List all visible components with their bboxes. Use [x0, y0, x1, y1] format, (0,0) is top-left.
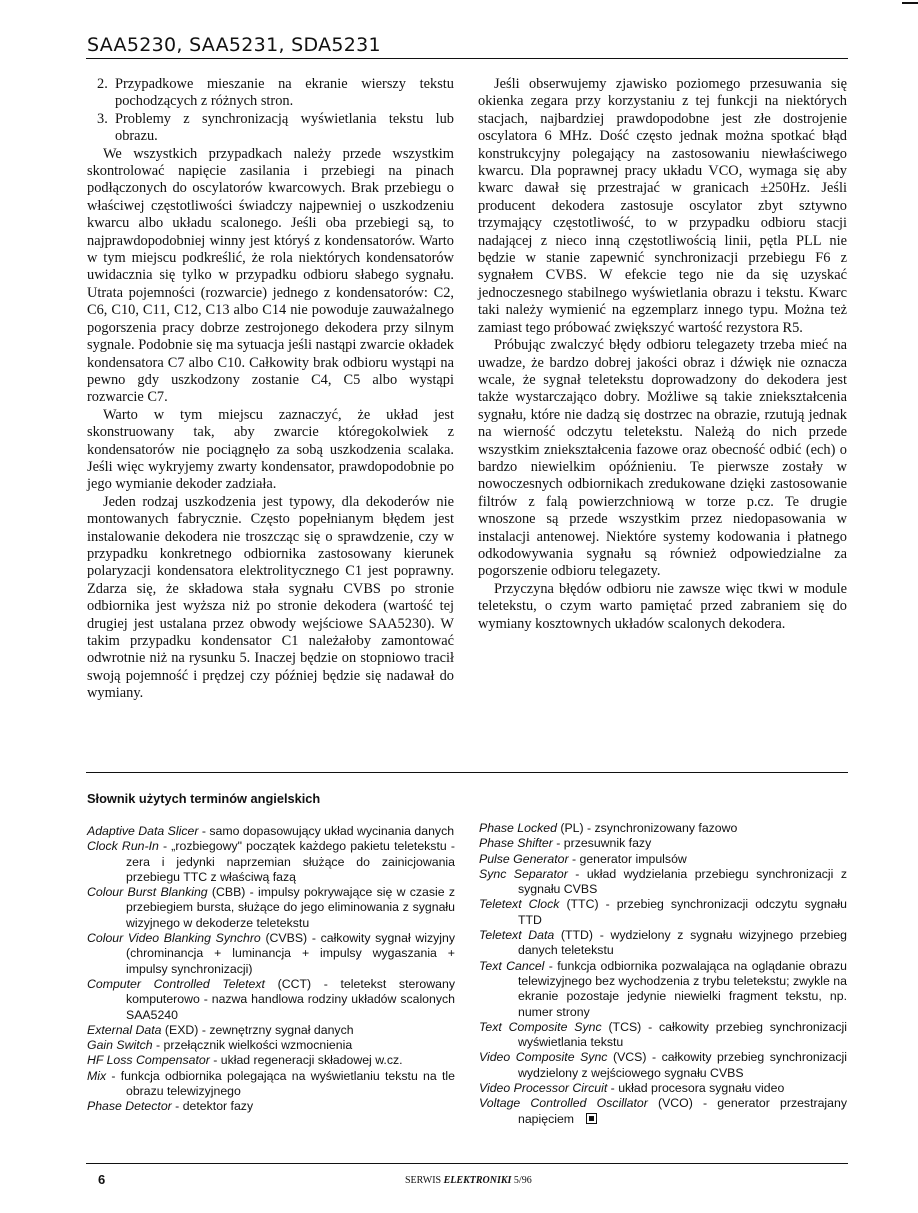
glossary-definition: - układ regeneracji składowej w.cz. [209, 1053, 403, 1068]
glossary-definition: - przesuwnik fazy [552, 836, 652, 851]
glossary-item [479, 836, 847, 851]
left-article-column [87, 76, 454, 703]
article-end-icon [586, 1113, 597, 1124]
glossary-item [87, 977, 455, 1023]
article-paragraph: Warto w tym miejscu zaznaczyć, że układ jest skonstruowany tak, aby zwarcie któregokolwiek z kondensatorów nie pociągnęło za sobą uszkodzenia scalaka. Jeśli więc wykryjemy zwarty kondensator, prawdopodobnie po jego wymianie dekoder zadziała. [87, 406, 454, 493]
glossary-term: Phase Detector [87, 1099, 172, 1114]
glossary-definition: - przełącznik wielkości wzmocnienia [152, 1038, 353, 1053]
glossary-definition: (CCT) - teletekst sterowany komputerowo - nazwa handlowa rodziny układów scalonych SAA5240 [126, 976, 455, 1022]
glossary-item [479, 897, 847, 928]
glossary-left-column [87, 824, 455, 1115]
glossary-term: External Data [87, 1022, 162, 1037]
glossary-definition: (PL) - zsynchronizowany fazowo [556, 821, 738, 835]
glossary-item [479, 1081, 847, 1096]
glossary-item [87, 1038, 455, 1053]
glossary-item [479, 1096, 847, 1127]
glossary-term: Phase Locked [479, 821, 557, 835]
glossary-definition: - detektor fazy [171, 1099, 254, 1114]
glossary-term: Colour Video Blanking Synchro [87, 931, 261, 946]
list-item [87, 76, 454, 111]
glossary-definition: - „rozbiegowy" początek każdego pakietu teletekstu - zera i jedynki naprzemian służące do zainicjowania przebiegu TTC z właściwą fazą [126, 839, 455, 884]
page-corner-mark [902, 2, 918, 4]
glossary-term: Text Cancel [479, 958, 545, 973]
glossary-term: Computer Controlled Teletext [87, 976, 265, 991]
glossary-item [87, 885, 455, 931]
list-item-number: 3. [97, 110, 108, 127]
glossary-item [87, 1069, 455, 1100]
glossary-item [479, 1050, 847, 1081]
glossary-item [87, 1053, 455, 1068]
page-header-title: SAA5230, SAA5231, SDA5231 [87, 34, 381, 56]
publication-issue: 5/96 [511, 1175, 532, 1186]
publication-name [405, 1175, 532, 1186]
glossary-term: Adaptive Data Slicer [87, 824, 199, 838]
glossary-definition: (EXD) - zewnętrzny sygnał danych [161, 1022, 354, 1037]
glossary-term: Sync Separator [479, 866, 568, 881]
glossary-term: Colour Burst Blanking [87, 885, 208, 900]
glossary-item [479, 821, 847, 836]
glossary-item [87, 931, 455, 977]
glossary-term: Video Processor Circuit [479, 1081, 608, 1096]
glossary-definition: (TCS) - całkowity przebieg synchronizacji wyświetlania tekstu [518, 1019, 848, 1050]
glossary-definition: (TTC) - przebieg synchronizacji odczytu sygnału TTD [518, 897, 847, 927]
list-item-text: Przypadkowe mieszanie na ekranie wierszy tekstu pochodzących z różnych stron. [115, 76, 454, 110]
glossary-item [479, 959, 847, 1020]
footer-rule [86, 1163, 848, 1164]
glossary-item [87, 1023, 455, 1038]
glossary-term: Mix [87, 1068, 107, 1083]
article-paragraph: Jeden rodzaj uszkodzenia jest typowy, dla dekoderów nie montowanych fabrycznie. Często popełnianym błędem jest instalowanie dekodera nie troszcząc się o sprawdzenie, czy w przypadku konkretnego odbiornika zastosowany kierunek polaryzacji kondensatora elektrolitycznego C1 jest poprawny. Zdarza się, że składowa stała sygnału CVBS po stronie odbiornika jest wyższa niż po stronie dekodera (wartość tej drugiej jest ustalana przez obwody wejściowe SAA5230). W takim przypadku kondensator C1 należałoby zamontować odwrotnie niż na rysunku 5. Inaczej będzie on stopniowo tracił swoją pojemność i prędzej czy później będzie się nadawał do wymiany. [87, 493, 454, 702]
header-rule [86, 58, 848, 59]
glossary-definition: (CVBS) - całkowity sygnał wizyjny (chrominancja + luminancja + impulsy wygaszania + impulsy synchronizacji) [126, 931, 456, 976]
glossary-title: Słownik użytych terminów angielskich [87, 791, 321, 806]
glossary-term: Clock Run-In [87, 839, 159, 854]
publication-prefix: SERWIS [405, 1175, 444, 1186]
article-paragraph: Próbując zwalczyć błędy odbioru telegazety trzeba mieć na uwadze, że bardzo dobrej jakości obraz i dźwięk nie oznacza wcale, że sygnał teletekstu doprowadzony do dekodera jest także wystarczająco dobry. Możliwe są takie zniekształcenia sygnału, które nie dadzą się dostrzec na obrazie, rzutują jednak na wierność odczytu teletekstu. Należą do nich przede wszystkim zniekształcenia fazowe oraz obecność odbić (ech) o bardzo niewielkim opóźnieniu. Te pierwsze zostały w nowoczesnych odbiornikach zredukowane dzięki zastosowanie filtrów z falą powierzchniową w torze p.cz. Te drugie wnoszone są przede wszystkim przez niedopasowania w instalacji antenowej. Niektóre systemy kodowania i płatnego odkodowywania sygnału są również odpowiedzialne za pogorszenie odbioru telegazety. [478, 337, 847, 580]
glossary-term: Phase Shifter [479, 836, 553, 851]
glossary-definition: (VCO) - generator przestrajany napięciem [518, 1096, 847, 1126]
glossary-item [479, 928, 847, 959]
page-number: 6 [98, 1172, 106, 1187]
list-item-number: 2. [97, 76, 108, 92]
glossary-term: Gain Switch [87, 1038, 153, 1053]
glossary-definition: (VCS) - całkowity przebieg synchronizacji wydzielony z wejściowego sygnału CVBS [518, 1050, 847, 1080]
article-paragraph: Przyczyna błędów odbioru nie zawsze więc tkwi w module teletekstu, o czym warto pamiętać przed zabraniem się do wymiany kosztownych układów scalonych dekodera. [478, 580, 847, 632]
glossary-item [87, 824, 455, 839]
glossary-term: Video Composite Sync [479, 1050, 608, 1065]
glossary-definition: - układ wydzielania przebiegu synchronizacji z sygnału CVBS [518, 866, 847, 897]
glossary-item [479, 1020, 847, 1051]
article-paragraph: We wszystkich przypadkach należy przede wszystkim skontrolować napięcie zasilania i przebiegi na pinach podłączonych do oscylatorów kwarcowych. Brak przebiegu o właściwej częstotliwości świadczy najpewniej o uszkodzeniu kwarcu albo układu scalonego. Jeśli oba przebiegi są, to najprawdopodobniej winny jest któryś z kondensatorów. Warto w tym miejscu podkreślić, że rola niektórych kondensatorów uwidacznia się tylko w przypadku odbioru słabego sygnału. Utrata pojemności (rozwarcie) jednego z kondensatorów: C2, C6, C10, C11, C12, C13 albo C14 nie powoduje zauważalnego pogorszenia pracy dobrze zestrojonego dekodera przy silnym sygnale. Podobnie się ma sytuacja jeśli nastąpi zwarcie okładek kondensatora C7 albo C10. Całkowity brak odbioru wystąpi na pewno gdy uszkodzony zostanie C4, C5 albo wystąpi rozwarcie C7. [87, 145, 454, 406]
glossary-term: Pulse Generator [479, 851, 569, 866]
glossary-term: Voltage Controlled Oscillator [479, 1096, 648, 1111]
list-item [87, 111, 454, 146]
article-paragraph: Jeśli obserwujemy zjawisko poziomego przesuwania się okienka zegara przy korzystaniu z tej funkcji na niektórych stacjach, najbardziej prawdopodobne jest złe dostrojenie oscylatora 6 MHz. Dość często jednak można spotkać błąd konstrukcyjny polegający na zastosowaniu niewłaściwego kwarcu. Dla poprawnej pracy układu VCO, wymaga się aby kwarc dawał się przestrajać w granicach ±250Hz. Jeśli producent dekodera zastosuje oscylator zbyt sztywno trzymający częstotliwość, to w przypadku odbioru stacji nadającej z nieco inną częstotliwością linii, pętla PLL nie będzie w stanie zapewnić synchronizacji przebiegu F6 z sygnałem CVBS. W efekcie tego nie da się uzyskać jednoczesnego stabilnego wyświetlania obrazu i tekstu. Kwarc taki należy wymienić na egzemplarz innego typu. Można też zamiast tego próbować zwiększyć wartość rezystora R5. [478, 76, 847, 336]
glossary-item [479, 852, 847, 867]
glossary-definition: - samo dopasowujący układ wycinania danych [198, 824, 455, 838]
glossary-rule [86, 772, 848, 773]
glossary-definition: (CBB) - impulsy pokrywające się w czasie z przebiegiem bursta, służące do jego eliminowania z sygnału wizyjnego w dekoderze teletekstu [126, 885, 455, 930]
glossary-item [87, 839, 455, 885]
glossary-term: HF Loss Compensator [87, 1053, 210, 1068]
glossary-term: Teletext Clock [479, 897, 560, 912]
glossary-right-column [479, 821, 847, 1127]
publication-brand: ELEKTRONIKI [443, 1175, 512, 1186]
list-item-text: Problemy z synchronizacją wyświetlania tekstu lub obrazu. [115, 110, 454, 145]
glossary-definition: (TTD) - wydzielony z sygnału wizyjnego przebieg danych teletekstu [518, 928, 847, 958]
glossary-definition: - funkcja odbiornika pozwalająca na oglądanie obrazu telewizyjnego bez wychodzenia z trybu teletekstu; zwykle na ekranie pozostaje jedynie niewielki fragment tekstu, np. numer strony [518, 958, 847, 1019]
glossary-definition: - funkcja odbiornika polegająca na wyświetlaniu tekstu na tle obrazu telewizyjnego [106, 1068, 455, 1099]
glossary-definition: - układ procesora sygnału video [607, 1081, 785, 1096]
glossary-term: Text Composite Sync [479, 1019, 602, 1034]
glossary-item [479, 867, 847, 898]
glossary-item [87, 1099, 455, 1114]
glossary-term: Teletext Data [479, 928, 555, 943]
right-article-column [478, 76, 847, 633]
glossary-definition: - generator impulsów [568, 851, 687, 866]
